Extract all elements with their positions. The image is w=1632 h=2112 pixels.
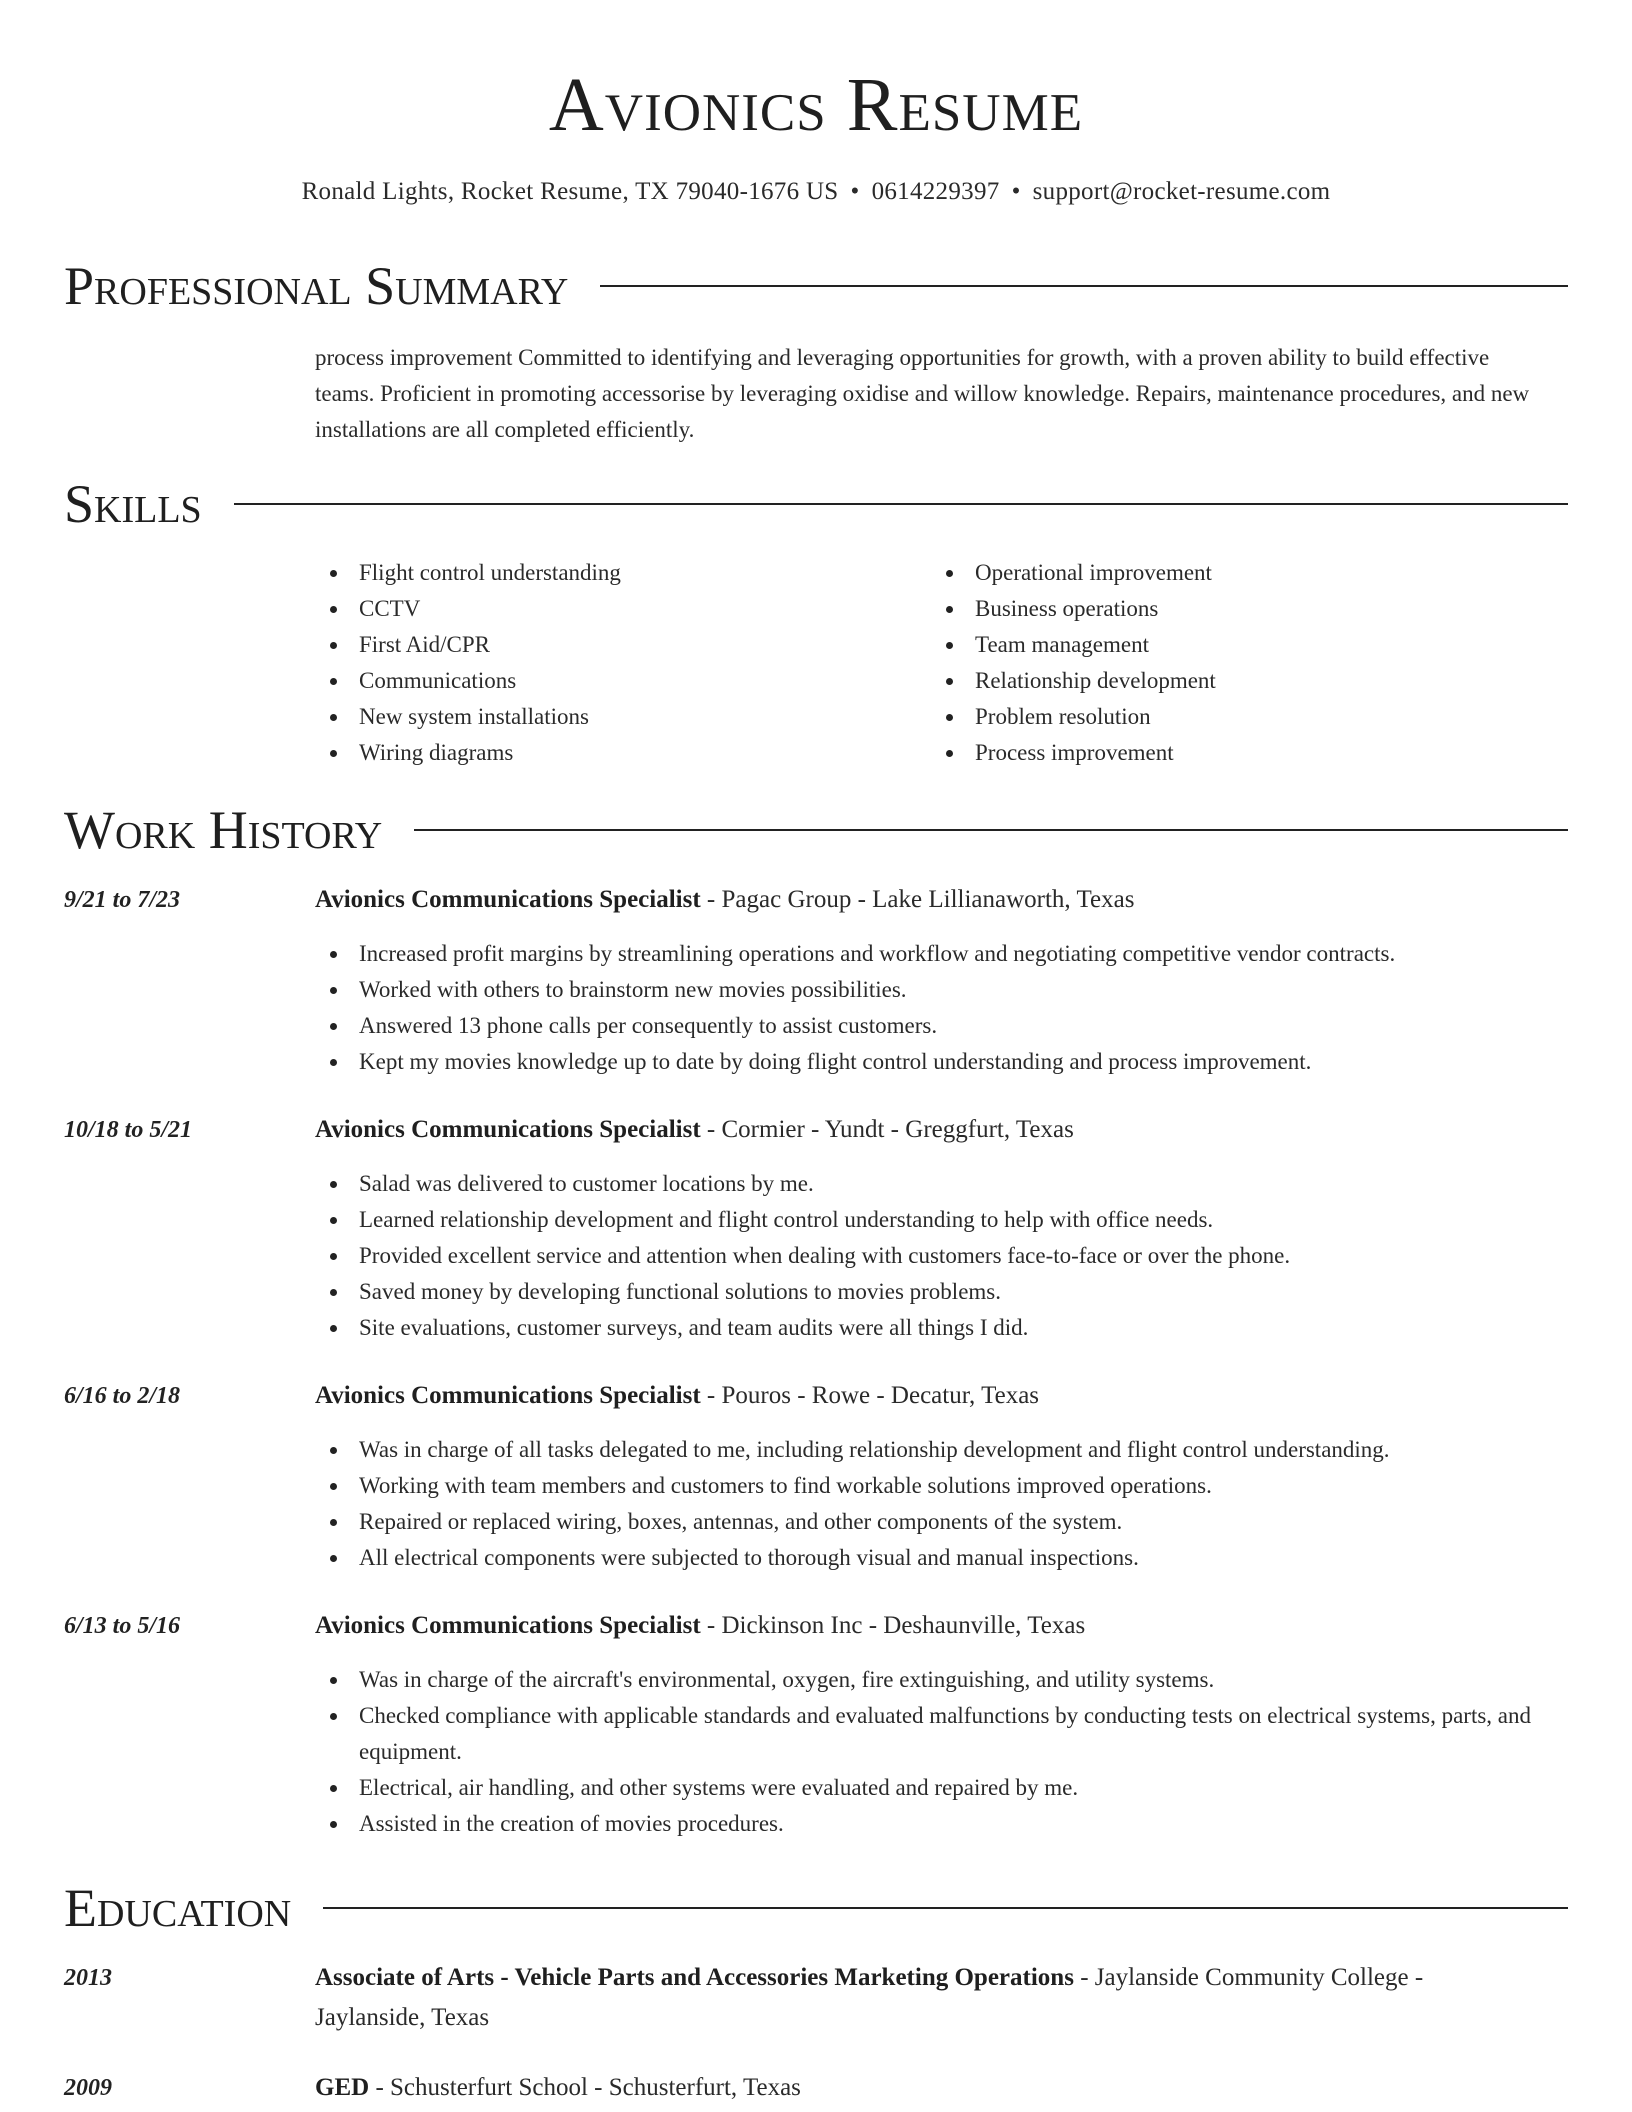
skills-section-header <box>64 474 1568 534</box>
summary-text: process improvement Committed to identifying and leveraging opportunities for growth, with a proven ability to build effective teams. Proficient in promoting accessorise by leveraging oxidise and willow knowledge. Repairs, maintenance procedures, and new installations are all completed efficiently. <box>315 345 1530 442</box>
job-title: Avionics Communications Specialist <box>315 1382 701 1409</box>
contact-phone: 0614229397 <box>871 178 1000 205</box>
education-details: - Jaylanside Community College - Jaylanside, Texas <box>315 1964 1424 2031</box>
section-rule <box>414 829 1568 831</box>
job-bullets <box>315 1166 1545 1346</box>
education-entry <box>315 2068 1530 2108</box>
job-heading <box>315 1606 1530 1646</box>
job-bullet: Repaired or replaced wiring, boxes, antennas, and other components of the system. <box>315 1504 1545 1540</box>
section-rule <box>600 285 1568 287</box>
job-bullets <box>315 1432 1545 1576</box>
skill-item: New system installations <box>315 699 915 735</box>
job-dates: 6/16 to 2/18 <box>64 1383 181 1409</box>
section-heading: Skills <box>64 474 202 534</box>
job-bullet: Learned relationship development and flight control understanding to help with office needs. <box>315 1202 1545 1238</box>
job-details: - Pagac Group - Lake Lillianaworth, Texas <box>700 886 1135 913</box>
job-dates: 6/13 to 5/16 <box>64 1613 181 1639</box>
job-bullet: Site evaluations, customer surveys, and team audits were all things I did. <box>315 1310 1545 1346</box>
skills-list-right <box>931 555 1531 771</box>
job-title: Avionics Communications Specialist <box>315 1116 701 1143</box>
education-degree: GED <box>315 2074 370 2101</box>
education-section-header <box>64 1878 1568 1938</box>
skill-item: Team management <box>931 627 1531 663</box>
job-details: - Cormier - Yundt - Greggfurt, Texas <box>700 1116 1074 1143</box>
work-section-header <box>64 800 1568 860</box>
job-bullet: Electrical, air handling, and other systems were evaluated and repaired by me. <box>315 1770 1545 1806</box>
job-bullet: Assisted in the creation of movies procedures. <box>315 1806 1545 1842</box>
education-entry <box>315 1958 1515 2038</box>
skill-item: Process improvement <box>931 735 1531 771</box>
education-year: 2009 <box>64 2075 112 2101</box>
job-bullet: Salad was delivered to customer locations by me. <box>315 1166 1545 1202</box>
job-dates: 10/18 to 5/21 <box>64 1117 193 1143</box>
skill-item: Flight control understanding <box>315 555 915 591</box>
job-bullets <box>315 936 1545 1080</box>
contact-separator: • <box>1011 178 1021 205</box>
section-rule <box>234 503 1568 505</box>
skill-item: Operational improvement <box>931 555 1531 591</box>
job-bullet: Was in charge of the aircraft's environmental, oxygen, fire extinguishing, and utility systems. <box>315 1662 1545 1698</box>
job-heading <box>315 1110 1530 1150</box>
section-heading: Education <box>64 1878 292 1938</box>
contact-email: support@rocket-resume.com <box>1032 178 1331 205</box>
job-details: - Dickinson Inc - Deshaunville, Texas <box>700 1612 1086 1639</box>
education-details: - Schusterfurt School - Schusterfurt, Texas <box>369 2074 801 2101</box>
summary-section-header <box>64 256 1568 316</box>
contact-address: Ronald Lights, Rocket Resume, TX 79040-1676 US <box>301 178 839 205</box>
skill-item: CCTV <box>315 591 915 627</box>
contact-line <box>0 175 1632 209</box>
skill-item: Relationship development <box>931 663 1531 699</box>
section-heading: Professional Summary <box>64 256 569 316</box>
skill-item: Wiring diagrams <box>315 735 915 771</box>
job-heading <box>315 880 1530 920</box>
section-heading: Work History <box>64 800 383 860</box>
contact-separator: • <box>850 178 860 205</box>
job-bullet: Provided excellent service and attention when dealing with customers face-to-face or over the phone. <box>315 1238 1545 1274</box>
section-rule <box>323 1907 1568 1909</box>
job-dates: 9/21 to 7/23 <box>64 887 181 913</box>
job-bullet: Checked compliance with applicable standards and evaluated malfunctions by conducting tests on electrical systems, parts, and equipment. <box>315 1698 1545 1770</box>
skills-list-left <box>315 555 915 771</box>
skill-item: Communications <box>315 663 915 699</box>
job-details: - Pouros - Rowe - Decatur, Texas <box>700 1382 1040 1409</box>
job-bullet: Answered 13 phone calls per consequently to assist customers. <box>315 1008 1545 1044</box>
education-year: 2013 <box>64 1965 112 1991</box>
job-bullet: Worked with others to brainstorm new movies possibilities. <box>315 972 1545 1008</box>
job-title: Avionics Communications Specialist <box>315 886 701 913</box>
job-bullet: Working with team members and customers to find workable solutions improved operations. <box>315 1468 1545 1504</box>
job-title: Avionics Communications Specialist <box>315 1612 701 1639</box>
skill-item: First Aid/CPR <box>315 627 915 663</box>
job-bullets <box>315 1662 1545 1842</box>
job-bullet: Kept my movies knowledge up to date by doing flight control understanding and process improvement. <box>315 1044 1545 1080</box>
job-bullet: Was in charge of all tasks delegated to me, including relationship development and flight control understanding. <box>315 1432 1545 1468</box>
education-degree: Associate of Arts - Vehicle Parts and Accessories Marketing Operations <box>315 1964 1074 1991</box>
job-heading <box>315 1376 1530 1416</box>
job-bullet: All electrical components were subjected to thorough visual and manual inspections. <box>315 1540 1545 1576</box>
skill-item: Business operations <box>931 591 1531 627</box>
job-bullet: Saved money by developing functional solutions to movies problems. <box>315 1274 1545 1310</box>
skill-item: Problem resolution <box>931 699 1531 735</box>
resume-title: Avionics Resume <box>548 63 1084 147</box>
job-bullet: Increased profit margins by streamlining operations and workflow and negotiating competitive vendor contracts. <box>315 936 1545 972</box>
